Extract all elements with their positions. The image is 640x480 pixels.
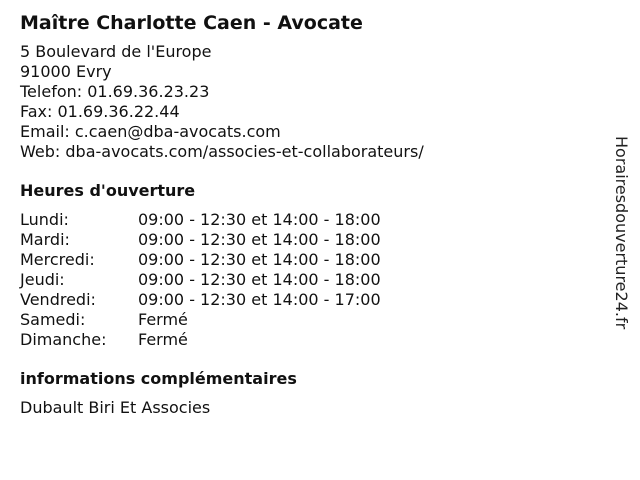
hours-heading: Heures d'ouverture xyxy=(20,181,196,200)
web-label: Web: xyxy=(20,142,61,161)
hours-time: 09:00 - 12:30 et 14:00 - 18:00 xyxy=(138,250,381,269)
email-label: Email: xyxy=(20,122,70,141)
address-street: 5 Boulevard de l'Europe xyxy=(20,42,212,61)
hours-time: 09:00 - 12:30 et 14:00 - 18:00 xyxy=(138,270,381,289)
hours-row xyxy=(20,230,381,250)
address-city: 91000 Evry xyxy=(20,62,112,81)
info-text: Dubault Biri Et Associes xyxy=(20,398,211,417)
web-link[interactable]: dba-avocats.com/associes-et-collaborateurs/ xyxy=(65,142,424,161)
hours-row xyxy=(20,210,381,230)
hours-time: 09:00 - 12:30 et 14:00 - 18:00 xyxy=(138,210,381,229)
hours-time: 09:00 - 12:30 et 14:00 - 17:00 xyxy=(138,290,381,309)
email-link[interactable]: c.caen@dba-avocats.com xyxy=(74,122,281,141)
page-title: Maître Charlotte Caen - Avocate xyxy=(20,12,363,34)
info-heading: informations complémentaires xyxy=(20,369,297,388)
hours-row xyxy=(20,250,381,270)
hours-day: Lundi: xyxy=(20,210,69,229)
hours-table xyxy=(20,210,381,350)
hours-day: Mardi: xyxy=(20,230,70,249)
hours-day: Mercredi: xyxy=(20,250,95,269)
hours-day: Vendredi: xyxy=(20,290,96,309)
hours-day: Samedi: xyxy=(20,310,86,329)
web-line xyxy=(20,142,600,162)
business-card xyxy=(20,10,600,418)
hours-day: Dimanche: xyxy=(20,330,107,349)
fax-line: Fax: 01.69.36.22.44 xyxy=(20,102,180,121)
hours-time: Fermé xyxy=(138,310,188,329)
hours-row xyxy=(20,290,381,310)
hours-row xyxy=(20,310,381,330)
phone-line: Telefon: 01.69.36.23.23 xyxy=(20,82,210,101)
hours-row xyxy=(20,330,381,350)
hours-time: 09:00 - 12:30 et 14:00 - 18:00 xyxy=(138,230,381,249)
hours-row xyxy=(20,270,381,290)
site-watermark: Horairesdouverture24.fr xyxy=(612,136,631,330)
email-line xyxy=(20,122,600,142)
hours-time: Fermé xyxy=(138,330,188,349)
hours-day: Jeudi: xyxy=(20,270,65,289)
